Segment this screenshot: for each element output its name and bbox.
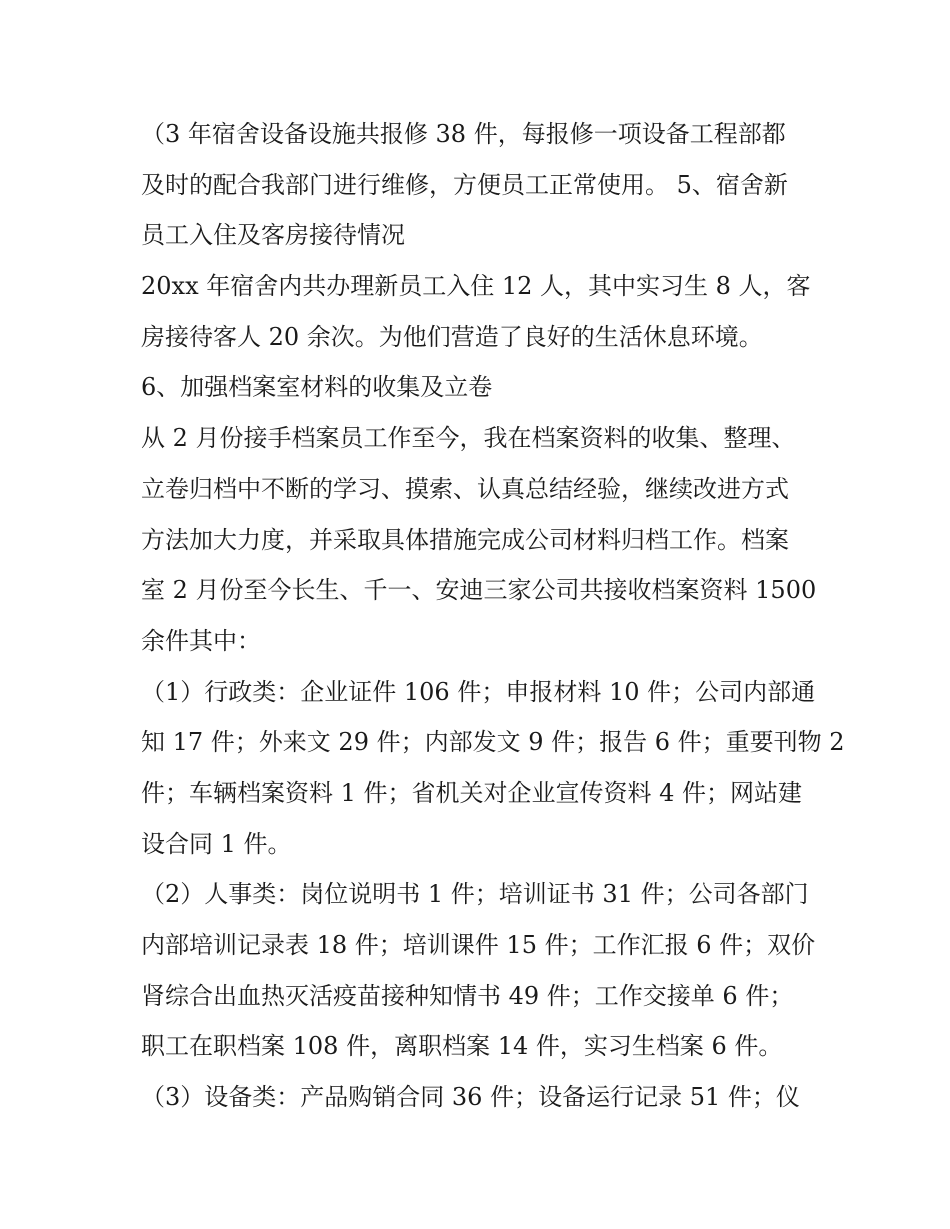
text-line: 职工在职档案 108 件，离职档案 14 件，实习生档案 6 件。 xyxy=(141,1032,783,1061)
list-item-equipment: （3）设备类：产品购销合同 36 件；设备运行记录 51 件；仪 xyxy=(141,1083,800,1112)
text-line: 室 2 月份至今长生、千一、安迪三家公司共接收档案资料 1500 xyxy=(141,576,817,605)
text-line: 设合同 1 件。 xyxy=(141,829,292,858)
text-line: 方法加大力度，并采取具体措施完成公司材料归档工作。档案 xyxy=(141,525,789,554)
list-item-personnel: （2）人事类：岗位说明书 1 件；培训证书 31 件；公司各部门 xyxy=(141,880,809,909)
text-line: 从 2 月份接手档案员工作至今，我在档案资料的收集、整理、 xyxy=(141,424,796,453)
text-line: 件；车辆档案资料 1 件；省机关对企业宣传资料 4 件；网站建 xyxy=(141,778,803,807)
text-line: 知 17 件；外来文 29 件；内部发文 9 件；报告 6 件；重要刊物 2 xyxy=(141,728,845,757)
text-line: 20xx 年宿舍内共办理新员工入住 12 人，其中实习生 8 人，客 xyxy=(141,272,811,301)
text-line: 房接待客人 20 余次。为他们营造了良好的生活休息环境。 xyxy=(141,322,763,351)
text-line: 内部培训记录表 18 件；培训课件 15 件；工作汇报 6 件；双价 xyxy=(141,931,816,959)
section-heading: 6、加强档案室材料的收集及立卷 xyxy=(141,373,493,402)
text-line: 余件其中： xyxy=(141,626,261,655)
text-line: 肾综合出血热灭活疫苗接种知情书 49 件；工作交接单 6 件； xyxy=(141,981,794,1010)
text-line: 员工入住及客房接待情况 xyxy=(141,221,405,250)
text-line: 立卷归档中不断的学习、摸索、认真总结经验，继续改进方式 xyxy=(141,474,789,503)
text-line: 及时的配合我部门进行维修，方便员工正常使用。 5、宿舍新 xyxy=(141,170,788,199)
document-body xyxy=(141,109,845,1123)
text-line: （3 年宿舍设备设施共报修 38 件，每报修一项设备工程部都 xyxy=(141,120,786,148)
list-item-administrative: （1）行政类：企业证件 106 件；申报材料 10 件；公司内部通 xyxy=(141,677,816,706)
